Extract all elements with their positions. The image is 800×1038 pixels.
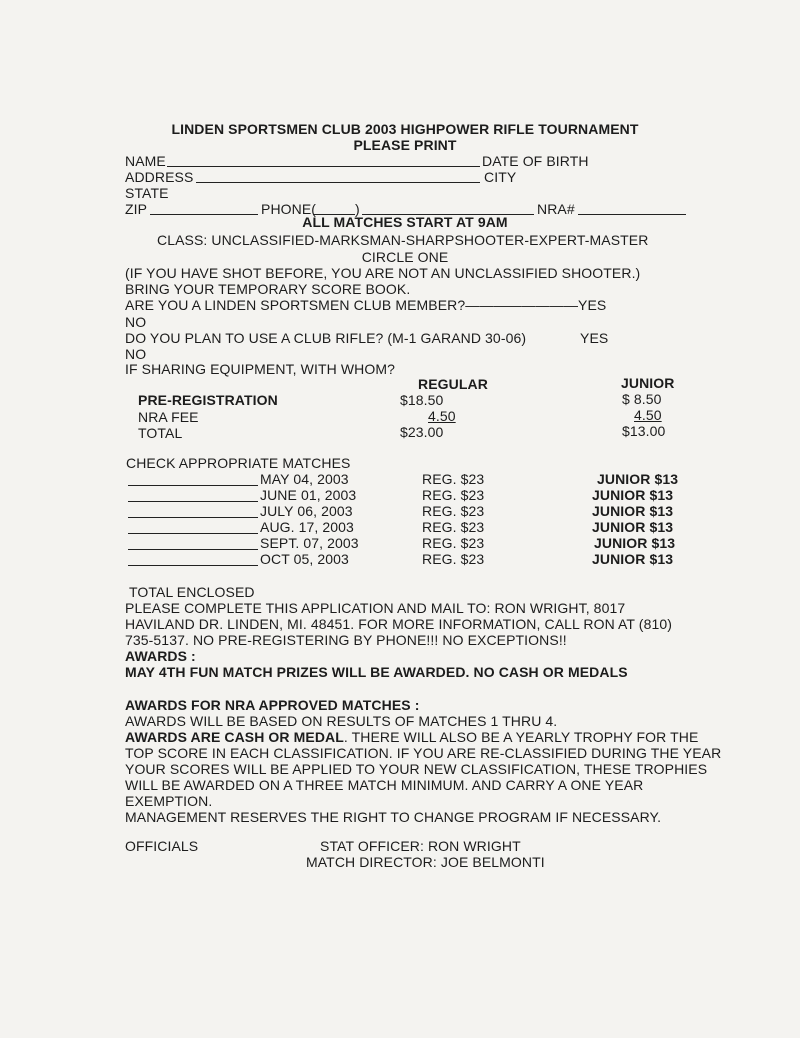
- total-enclosed: TOTAL ENCLOSED: [129, 584, 255, 600]
- fee-row-label: TOTAL: [138, 425, 183, 441]
- nra-awards-line-2-rest: . THERE WILL ALSO BE A YEARLY TROPHY FOR THE: [343, 729, 699, 745]
- fee-col-junior: JUNIOR: [621, 375, 675, 391]
- mail-line-1: PLEASE COMPLETE THIS APPLICATION AND MAIL TO: RON WRIGHT, 8017: [125, 600, 626, 616]
- match-date: JUNE 01, 2003: [260, 487, 357, 503]
- phone-label: PHONE(: [261, 201, 317, 217]
- match-junior-fee: JUNIOR $13: [592, 503, 674, 519]
- match-check-field[interactable]: [128, 549, 258, 550]
- match-junior-fee: JUNIOR $13: [592, 551, 674, 567]
- nra-awards-line-5: WILL BE AWARDED ON A THREE MATCH MINIMUM. AND CARRY A ONE YEAR: [125, 777, 644, 793]
- match-date: AUG. 17, 2003: [260, 519, 354, 535]
- start-notice: ALL MATCHES START AT 9AM: [302, 214, 508, 230]
- member-question: ARE YOU A LINDEN SPORTSMEN CLUB MEMBER?————————YES: [125, 297, 607, 313]
- fee-row-regular: $23.00: [400, 424, 444, 440]
- match-check-field[interactable]: [128, 533, 258, 534]
- unclassified-note: (IF YOU HAVE SHOT BEFORE, YOU ARE NOT AN UNCLASSIFIED SHOOTER.): [125, 265, 641, 281]
- match-check-field[interactable]: [128, 501, 258, 502]
- fee-row-junior: 4.50: [634, 407, 662, 423]
- fee-row-label: NRA FEE: [138, 409, 199, 425]
- nra-awards-line-6: EXEMPTION.: [125, 793, 213, 809]
- nra-awards-line-3: TOP SCORE IN EACH CLASSIFICATION. IF YOU ARE RE-CLASSIFIED DURING THE YEAR: [125, 745, 722, 761]
- sharing-question: IF SHARING EQUIPMENT, WITH WHOM?: [125, 361, 395, 377]
- zip-label: ZIP: [125, 201, 148, 217]
- match-check-field[interactable]: [128, 565, 258, 566]
- match-check-field[interactable]: [128, 517, 258, 518]
- address-field[interactable]: [196, 182, 480, 183]
- match-date: OCT 05, 2003: [260, 551, 349, 567]
- nra-label: NRA#: [537, 201, 575, 217]
- nra-awards-heading: AWARDS FOR NRA APPROVED MATCHES :: [125, 697, 420, 713]
- nra-awards-line-2: [125, 729, 698, 746]
- fee-row-regular: $18.50: [400, 392, 444, 408]
- rifle-yes: YES: [580, 330, 609, 346]
- management-note: MANAGEMENT RESERVES THE RIGHT TO CHANGE PROGRAM IF NECESSARY.: [125, 809, 662, 825]
- matches-heading: CHECK APPROPRIATE MATCHES: [126, 455, 351, 471]
- match-check-field[interactable]: [128, 485, 258, 486]
- dob-label: DATE OF BIRTH: [482, 153, 589, 169]
- match-date: MAY 04, 2003: [260, 471, 349, 487]
- stat-officer: STAT OFFICER: RON WRIGHT: [320, 838, 521, 854]
- match-junior-fee: JUNIOR $13: [592, 487, 674, 503]
- address-label: ADDRESS: [125, 169, 194, 185]
- document-title: LINDEN SPORTSMEN CLUB 2003 HIGHPOWER RIFLE TOURNAMENT: [171, 121, 639, 137]
- match-date: SEPT. 07, 2003: [260, 535, 359, 551]
- match-reg-fee: REG. $23: [422, 487, 485, 503]
- class-line: CLASS: UNCLASSIFIED-MARKSMAN-SHARPSHOOTER-EXPERT-MASTER: [157, 232, 649, 248]
- match-reg-fee: REG. $23: [422, 551, 485, 567]
- name-field[interactable]: [167, 166, 480, 167]
- match-director: MATCH DIRECTOR: JOE BELMONTI: [306, 854, 545, 870]
- match-reg-fee: REG. $23: [422, 519, 485, 535]
- match-junior-fee: JUNIOR $13: [597, 471, 679, 487]
- awards-heading: AWARDS :: [125, 648, 196, 664]
- phone-close-paren: ): [355, 201, 360, 217]
- cash-or-medal-emphasis: AWARDS ARE CASH OR MEDAL: [125, 729, 344, 745]
- officials-label: OFFICIALS: [125, 838, 199, 854]
- fun-match-note: MAY 4TH FUN MATCH PRIZES WILL BE AWARDED. NO CASH OR MEDALS: [125, 664, 628, 680]
- match-reg-fee: REG. $23: [422, 503, 485, 519]
- city-label: CITY: [484, 169, 517, 185]
- nra-awards-line-4: YOUR SCORES WILL BE APPLIED TO YOUR NEW CLASSIFICATION, THESE TROPHIES: [125, 761, 708, 777]
- document-subtitle: PLEASE PRINT: [353, 137, 457, 153]
- match-reg-fee: REG. $23: [422, 535, 485, 551]
- match-junior-fee: JUNIOR $13: [592, 519, 674, 535]
- nra-awards-line-1: AWARDS WILL BE BASED ON RESULTS OF MATCHES 1 THRU 4.: [125, 713, 558, 729]
- fee-row-junior: $ 8.50: [622, 391, 662, 407]
- state-label: STATE: [125, 185, 169, 201]
- name-label: NAME: [125, 153, 166, 169]
- match-date: JULY 06, 2003: [260, 503, 353, 519]
- match-reg-fee: REG. $23: [422, 471, 485, 487]
- score-book-note: BRING YOUR TEMPORARY SCORE BOOK.: [125, 281, 411, 297]
- fee-col-regular: REGULAR: [418, 376, 488, 392]
- match-junior-fee: JUNIOR $13: [594, 535, 676, 551]
- fee-row-regular: 4.50: [428, 408, 456, 424]
- member-no: NO: [125, 314, 147, 330]
- rifle-question: DO YOU PLAN TO USE A CLUB RIFLE? (M-1 GARAND 30-06): [125, 330, 527, 346]
- mail-line-3: 735-5137. NO PRE-REGISTERING BY PHONE!!! NO EXCEPTIONS!!: [125, 632, 567, 648]
- mail-line-2: HAVILAND DR. LINDEN, MI. 48451. FOR MORE INFORMATION, CALL RON AT (810): [125, 616, 672, 632]
- fee-row-label: PRE-REGISTRATION: [138, 392, 278, 408]
- circle-one: CIRCLE ONE: [361, 249, 449, 265]
- fee-row-junior: $13.00: [622, 423, 666, 439]
- rifle-no: NO: [125, 346, 147, 362]
